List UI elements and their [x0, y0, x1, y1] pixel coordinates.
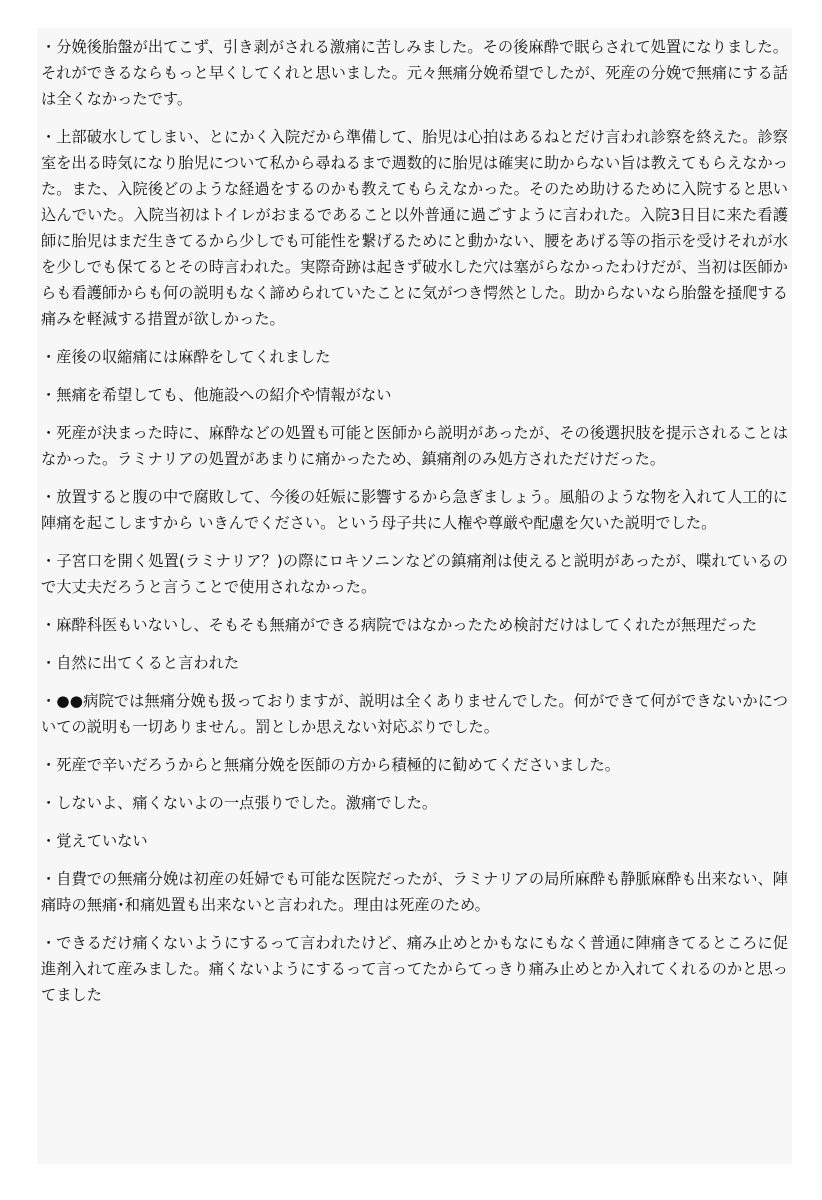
response-item: ・分娩後胎盤が出てこず、引き剥がされる激痛に苦しみました。その後麻酔で眠らされて処置になりました。それができるならもっと早くしてくれと思いました。元々無痛分娩希望でしたが、死産の分娩で無痛にする話は全くなかったです。 — [41, 38, 788, 108]
response-item: ・放置すると腹の中で腐敗して、今後の妊娠に影響するから急ぎましょう。風船のような物を入れて人工的に陣痛を起こしますから いきんでください。という母子共に人権や尊厳や配慮を欠いた説明でした。 — [41, 488, 788, 532]
response-item: ・できるだけ痛くないようにするって言われたけど、痛み止めとかもなにもなく普通に陣痛きてるところに促進剤入れて産みました。痛くないようにするって言ってたからてっきり痛み止めとか入れてくれるのかと思ってました — [41, 934, 788, 1004]
response-item: ・上部破水してしまい、とにかく入院だから準備して、胎児は心拍はあるねとだけ言われ診察を終えた。診察室を出る時気になり胎児について私から尋ねるまで週数的に胎児は確実に助からない旨は教えてもらえなかった。また、入院後どのような経過をするのかも教えてもらえなかった。そのため助けるために入院すると思い込んでいた。入院当初はトイレがおまるであること以外普通に過ごすように言われた。入院3日目に来た看護師に胎児はまだ生きてるから少しでも可能性を繋げるためにと動かない、腰をあげる等の指示を受けそれが水を少しでも保てるとその時言われた。実際奇跡は起きず破水した穴は塞がらなかったわけだが、当初は医師からも看護師からも何の説明もなく諦められていたことに気がつき愕然とした。助からないなら胎盤を掻爬する痛みを軽減する措置が欲しかった。 — [41, 128, 788, 328]
response-item: ・子宮口を開く処置(ラミナリア？)の際にロキソニンなどの鎮痛剤は使えると説明があったが、喋れているので大丈夫だろうと言うことで使用されなかった。 — [41, 552, 788, 596]
response-item: ・死産が決まった時に、麻酔などの処置も可能と医師から説明があったが、その後選択肢を提示されることはなかった。ラミナリアの処置があまりに痛かったため、鎮痛剤のみ処方されただけだった。 — [41, 424, 788, 468]
response-item: ・自然に出てくると言われた — [41, 654, 240, 672]
response-item: ・麻酔科医もいないし、そもそも無痛ができる病院ではなかったため検討だけはしてくれたが無理だった — [41, 616, 758, 634]
response-item: ・死産で辛いだろうからと無痛分娩を医師の方から積極的に勧めてくださいました。 — [41, 756, 621, 774]
response-list — [37, 28, 792, 1164]
response-item: ・覚えていない — [41, 832, 148, 850]
response-item: ・●●病院では無痛分娩も扱っておりますが、説明は全くありませんでした。何ができて何ができないかについての説明も一切ありません。罰としか思えない対応ぶりでした。 — [41, 692, 788, 736]
response-item: ・しないよ、痛くないよの一点張りでした。激痛でした。 — [41, 794, 438, 812]
response-item: ・産後の収縮痛には麻酔をしてくれました — [41, 348, 331, 366]
response-item: ・無痛を希望しても、他施設への紹介や情報がない — [41, 386, 392, 404]
response-item: ・自費での無痛分娩は初産の妊婦でも可能な医院だったが、ラミナリアの局所麻酔も静脈麻酔も出来ない、陣痛時の無痛･和痛処置も出来ないと言われた。理由は死産のため。 — [41, 870, 788, 914]
